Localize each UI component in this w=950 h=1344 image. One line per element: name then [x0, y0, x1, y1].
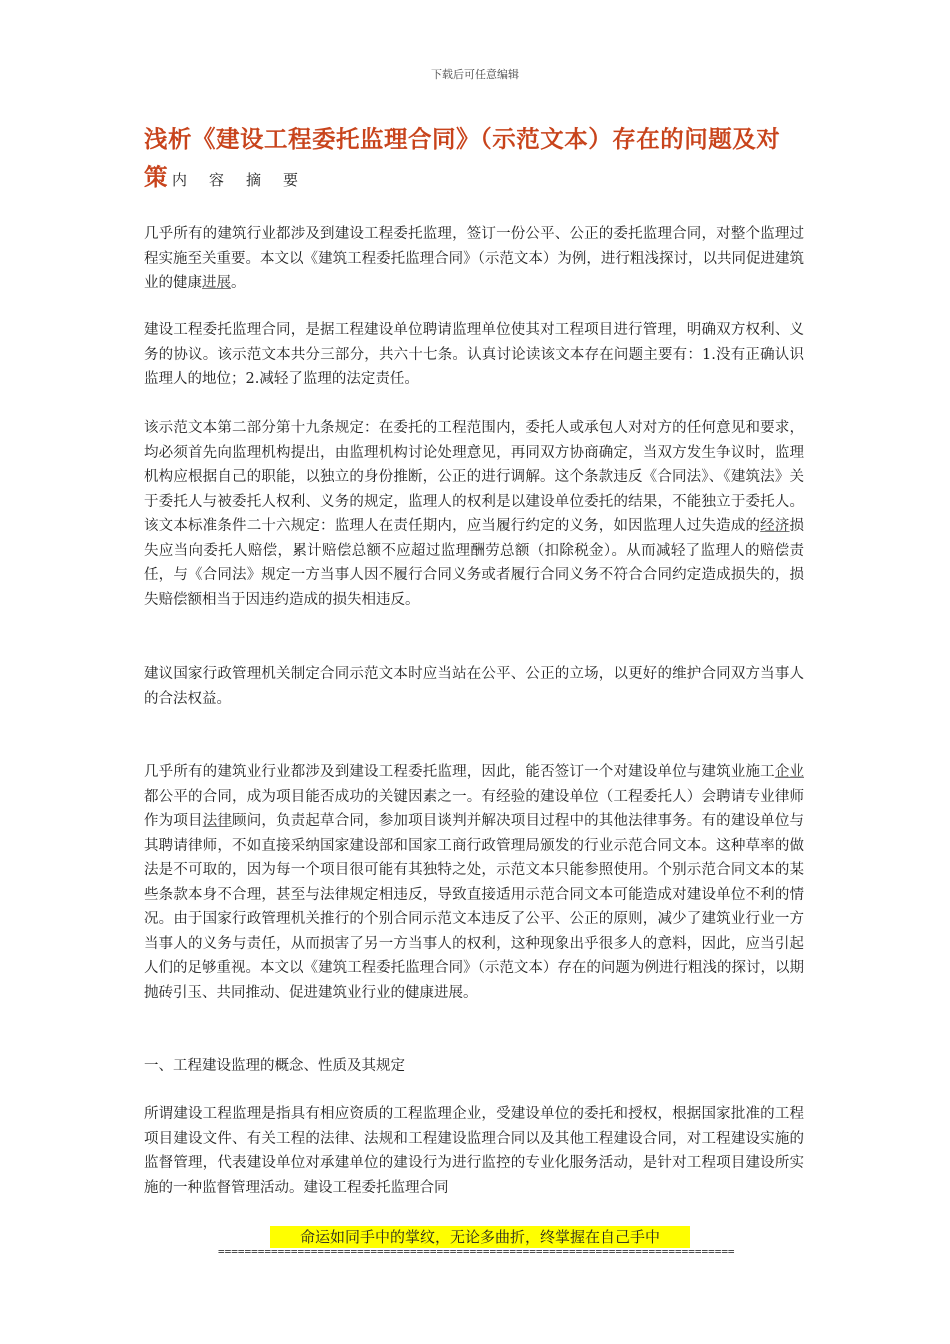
header-note: 下载后可任意编辑 — [431, 68, 519, 81]
paragraph-abstract-1 — [144, 222, 804, 296]
link-development[interactable]: 进展 — [202, 275, 231, 291]
summary-label: 内容摘要 — [172, 171, 321, 189]
paragraph-text: 该示范文本第二部分第十九条规定：在委托的工程范围内，委托人或承包人对对方的任何意见和要求，均必须首先向监理机构提出，由监理机构讨论处理意见，再同双方协商确定，当双方发生争议时，监理机构应根据自己的职能，以独立的身份推断，公正的进行调解。这个条款违反《合同法》、《建筑法》关于委托人与被委托人权利、义务的规定，监理人的权利是以建设单位委托的结果，不能独立于委托人。该文本标准条件二十六规定：监理人在责任期内，应当履行约定的义务，如因监理人过失造成的 — [144, 420, 804, 534]
paragraph-definition: 所谓建设工程监理是指具有相应资质的工程监理企业，受建设单位的委托和授权，根据国家批准的工程项目建设文件、有关工程的法律、法规和工程建设监理合同以及其他工程建设合同，对工程建设实施的监督管理，代表建设单位对承建单位的建设行为进行监控的专业化服务活动，是针对工程项目建设所实施的一种监督管理活动。建设工程委托监理合同 — [144, 1106, 804, 1196]
paragraph-intro — [144, 760, 804, 1005]
paragraph-abstract-4: 建议国家行政管理机关制定合同示范文本时应当站在公平、公正的立场，以更好的维护合同双方当事人的合法权益。 — [144, 666, 804, 707]
footer-rule: ============================================================================== — [218, 1245, 735, 1258]
footer-motto: 命运如同手中的掌纹，无论多曲折，终掌握在自己手中 — [270, 1226, 690, 1248]
paragraph-text: 损失应当向委托人赔偿，累计赔偿总额不应超过监理酬劳总额（扣除税金）。从而减轻了监理人的赔偿责任，与《合同法》规定一方当事人因不履行合同义务或者履行合同义务不符合合同约定造成损失的，损失赔偿额相当于因违约造成的损失相违反。 — [144, 518, 804, 608]
title-text: 浅析《建设工程委托监理合同》（示范文本）存在的问题及对策 — [144, 125, 781, 191]
paragraph-text: 几乎所有的建筑业行业都涉及到建设工程委托监理，因此，能否签订一个对建设单位与建筑业施工 — [144, 764, 775, 780]
link-economy[interactable]: 经济 — [760, 518, 790, 534]
paragraph-abstract-2: 建设工程委托监理合同，是据工程建设单位聘请监理单位使其对工程项目进行管理，明确双方权利、义务的协议。该示范文本共分三部分，共六十七条。认真讨论读该文本存在问题主要有：1.没有正确认识监理人的地位；2.减轻了监理的法定责任。 — [144, 322, 804, 387]
link-law[interactable]: 法律 — [202, 813, 233, 829]
paragraph-text: 几乎所有的建筑行业都涉及到建设工程委托监理，签订一份公平、公正的委托监理合同，对整个监理过程实施至关重要。本文以《建筑工程委托监理合同》（示范文本）为例，进行粗浅探讨，以共同促进建筑业的健康 — [144, 226, 804, 291]
paragraph-text: 。 — [231, 275, 246, 291]
section-heading-1: 一、工程建设监理的概念、性质及其规定 — [144, 1058, 405, 1074]
document-title — [144, 120, 804, 199]
paragraph-text: 顾问，负责起草合同，参加项目谈判并解决项目过程中的其他法律事务。有的建设单位与其聘请律师，不如直接采纳国家建设部和国家工商行政管理局颁发的行业示范合同文本。这种草率的做法是不可取的，因为每一个项目很可能有其独特之处，示范文本只能参照使用。个别示范合同文本的某些条款本身不合理，甚至与法律规定相违反，导致直接适用示范合同文本可能造成对建设单位不利的情况。由于国家行政管理机关推行的个别合同示范文本违反了公平、公正的原则，减少了建筑业行业一方当事人的义务与责任，从而损害了另一方当事人的权利，这种现象出乎很多人的意料，因此，应当引起人们的足够重视。本文以《建筑工程委托监理合同》（示范文本）存在的问题为例进行粗浅的探讨，以期抛砖引玉、共同推动、促进建筑业行业的健康进展。 — [144, 813, 805, 1001]
paragraph-text: 都公平的合同，成为项目能否成功的关键因素之一。有经验的建设单位（工程委托人）会聘请专业律师作为项目 — [144, 788, 804, 829]
paragraph-abstract-3 — [144, 416, 804, 612]
link-enterprise[interactable]: 企业 — [774, 764, 804, 780]
